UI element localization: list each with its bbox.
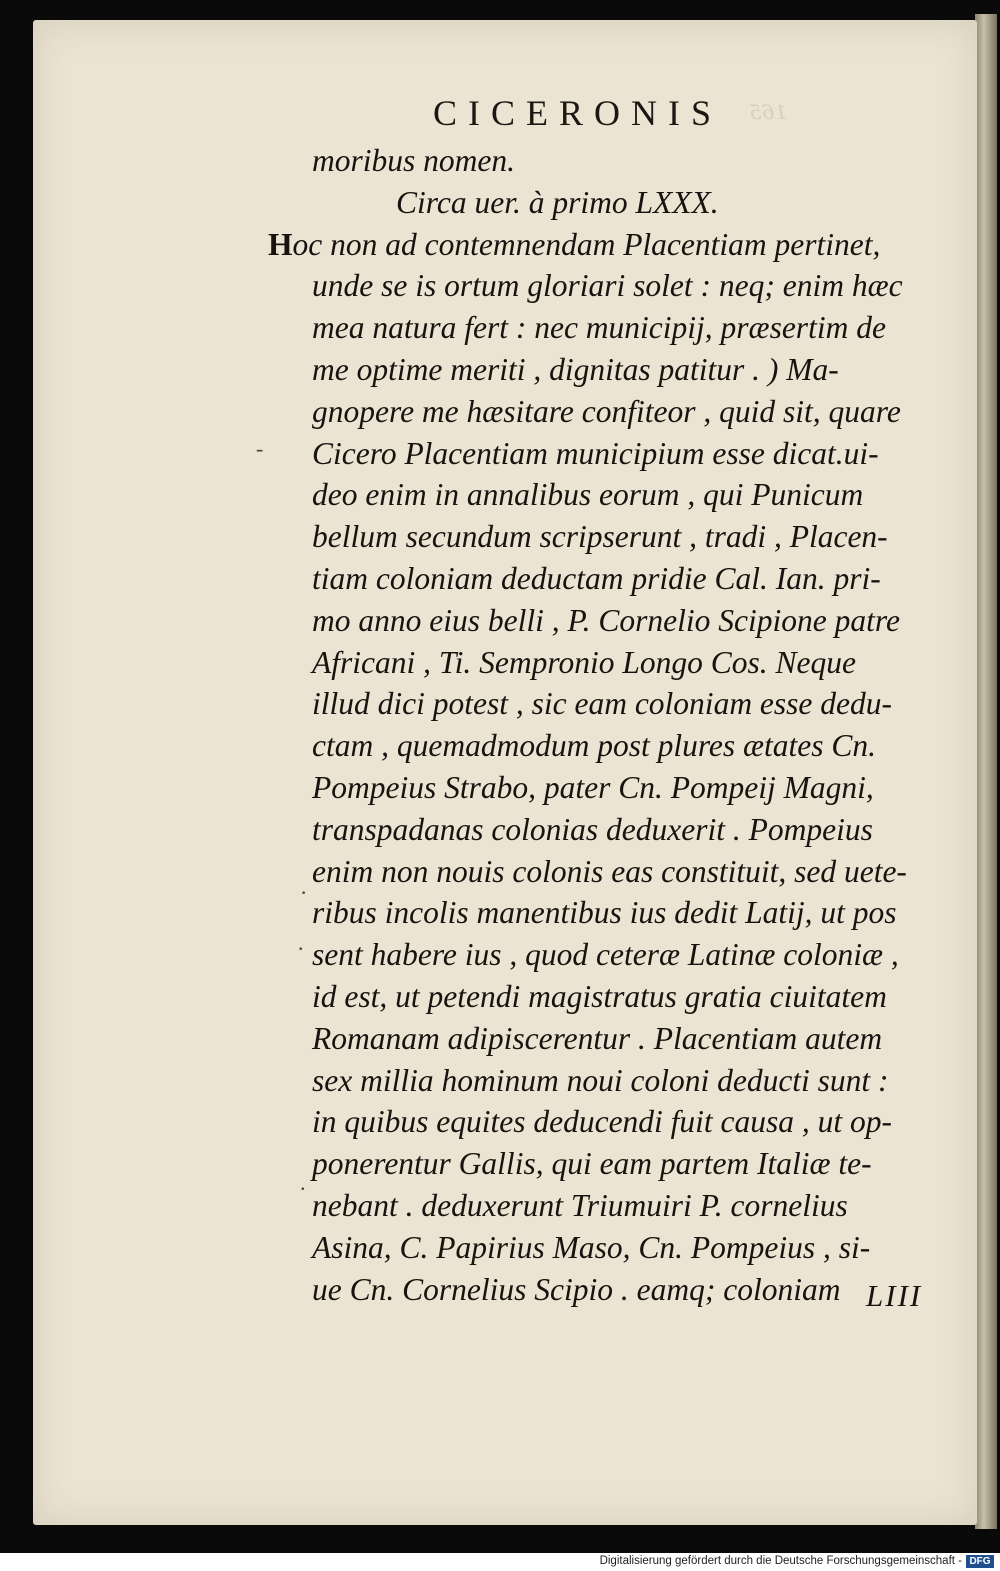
text-line: Asina, C. Papirius Maso, Cn. Pompeius , si- (312, 1229, 871, 1265)
text-line: Africani , Ti. Sempronio Longo Cos. Neque (312, 644, 856, 680)
text-line: in quibus equites deducendi fuit causa , ut op- (312, 1104, 893, 1140)
text-line: tiam coloniam deductam pridie Cal. Ian. pri- (312, 560, 881, 596)
text-line: ctam , quemadmodum post plures ætates Cn. (312, 728, 877, 764)
signature-mark: LIII (866, 1278, 923, 1313)
text-line: nebant . deduxerunt Triumuiri P. cornelius (312, 1187, 848, 1223)
text-line: Pompeius Strabo, pater Cn. Pompeij Magni, (312, 769, 874, 805)
text-line: unde se is ortum gloriari solet : neq; enim hæc (312, 268, 903, 304)
margin-dash: - (256, 436, 264, 461)
initial-letter: H (268, 226, 293, 262)
page-text (268, 140, 948, 1310)
running-head: CICERONIS (433, 93, 723, 133)
text-line: bellum secundum scripserunt , tradi , Placen- (312, 519, 888, 555)
text-line: gnopere me hæsitare confiteor , quid sit, quare (312, 393, 901, 429)
text-line: me optime meriti , dignitas patitur . ) Ma- (312, 351, 839, 387)
text-line: sent habere ius , quod ceteræ Latinæ coloniæ , (312, 937, 899, 973)
text-line-with-initial: Hoc non ad contemnendam Placentiam pertinet, (268, 226, 881, 262)
text-line: sex millia hominum noui coloni deducti sunt : (312, 1062, 889, 1098)
margin-dot: · (300, 880, 308, 905)
margin-dot: . (298, 930, 304, 955)
page-edge (975, 14, 997, 1529)
text-line: ponerentur Gallis, qui eam partem Italiæ te- (312, 1146, 872, 1182)
text-line: moribus nomen. (312, 143, 515, 178)
text-line: deo enim in annalibus eorum , qui Punicum (312, 477, 864, 513)
text-line: mea natura fert : nec municipij, præsertim de (312, 310, 886, 346)
text-line: mo anno eius belli , P. Cornelio Scipione patre (312, 602, 900, 638)
text-line: id est, ut petendi magistratus gratia ciuitatem (312, 978, 887, 1014)
text-line: illud dici potest , sic eam coloniam esse dedu- (312, 686, 893, 722)
text-line: ue Cn. Cornelius Scipio . eamq; coloniam (312, 1271, 841, 1307)
text-line: transpadanas colonias deduxerit . Pompeius (312, 811, 873, 847)
dfg-logo-icon: DFG (966, 1555, 994, 1568)
section-reference: Circa uer. à primo LXXX. (396, 184, 719, 220)
footer-credit: Digitalisierung gefördert durch die Deutsche Forschungsgemeinschaft - (599, 1555, 962, 1567)
margin-dot: . (300, 1170, 306, 1195)
show-through-page-number: 165 (749, 100, 788, 124)
text-line: enim non nouis colonis eas constituit, sed uete- (312, 853, 907, 889)
text-line: Cicero Placentiam municipium esse dicat.ui- (312, 435, 879, 471)
text-line: ribus incolis manentibus ius dedit Latij, ut pos (312, 895, 897, 931)
text-line: Romanam adipiscerentur . Placentiam autem (312, 1020, 883, 1056)
